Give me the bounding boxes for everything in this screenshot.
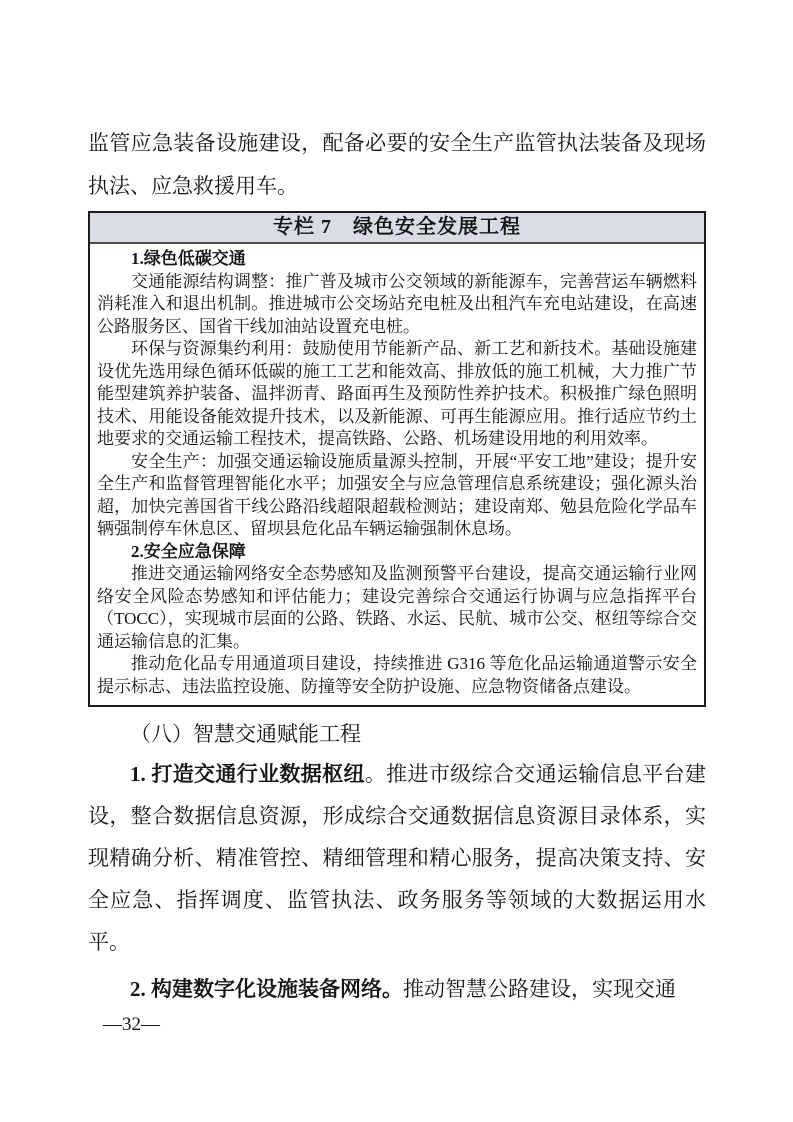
body-paragraph-2: [88, 968, 706, 1010]
box-section-2-heading: 2.安全应急保障: [131, 541, 246, 561]
box-section-1-paragraph-2: 环保与资源集约利用：鼓励使用节能新产品、新工艺和新技术。基础设施建设优先选用绿色循环低碳的施工工艺和能效高、排放低的施工机械，大力推广节能型建筑养护装备、温拌沥青、路面再生及预防性养护技术。积极推广绿色照明技术、用能设备能效提升技术，以及新能源、可再生能源应用。推行适应节约土地要求的交通运输工程技术，提高铁路、公路、机场建设用地的利用效率。: [97, 339, 697, 448]
box-section-1-heading: 1.绿色低碳交通: [131, 249, 246, 268]
body-paragraph-1: [88, 753, 706, 963]
page-number: —32—: [103, 1014, 160, 1035]
body-paragraph-1-lead: 1. 打造交通行业数据枢纽: [130, 762, 365, 786]
section-heading-eight: （八）智慧交通赋能工程: [130, 722, 361, 746]
body-paragraph-1-text: 。推进市级综合交通运输信息平台建设，整合数据信息资源，形成综合交通数据信息资源目录体系，实现精确分析、精准管控、精细管理和精心服务，提高决策支持、安全应急、指挥调度、监管执法、政务服务等领域的大数据运用水平。: [88, 762, 707, 954]
body-paragraph-2-lead: 2. 构建数字化设施装备网络。: [130, 977, 403, 1001]
page-content: [88, 122, 706, 1038]
box-section-2-paragraph-2: 推动危化品专用通道项目建设，持续推进 G316 等危化品运输通道警示安全提示标志、违法监控设施、防撞等安全防护设施、应急物资储备点建设。: [97, 654, 697, 696]
box-section-2-paragraph-1: 推进交通运输网络安全态势感知及监测预警平台建设，提高交通运输行业网络安全风险态势感知和评估能力；建设完善综合交通运行协调与应急指挥平台（TOCC），实现城市层面的公路、铁路、水运、民航、城市公交、枢纽等综合交通运输信息的汇集。: [97, 564, 697, 651]
box-section-1-paragraph-3: 安全生产：加强交通运输设施质量源头控制，开展“平安工地”建设；提升安全生产和监督管理智能化水平；加强安全与应急管理信息系统建设；强化源头治超，加快完善国省干线公路沿线超限超载检测站；建设南郑、勉县危险化学品车辆强制停车休息区、留坝县危化品车辆运输强制休息场。: [97, 451, 697, 538]
column-box-body: [90, 244, 704, 705]
column-box-title: 专栏 7 绿色安全发展工程: [90, 213, 704, 244]
column-7-box: [88, 211, 706, 707]
body-paragraph-2-text: 推动智慧公路建设，实现交通: [403, 977, 676, 1001]
box-section-1-paragraph-1: 交通能源结构调整：推广普及城市公交领域的新能源车，完善营运车辆燃料消耗准入和退出机制。推进城市公交场站充电桩及出租汽车充电站建设，在高速公路服务区、国省干线加油站设置充电桩。: [97, 271, 697, 336]
intro-paragraph: 监管应急装备设施建设，配备必要的安全生产监管执法装备及现场执法、应急救援用车。: [88, 131, 706, 198]
